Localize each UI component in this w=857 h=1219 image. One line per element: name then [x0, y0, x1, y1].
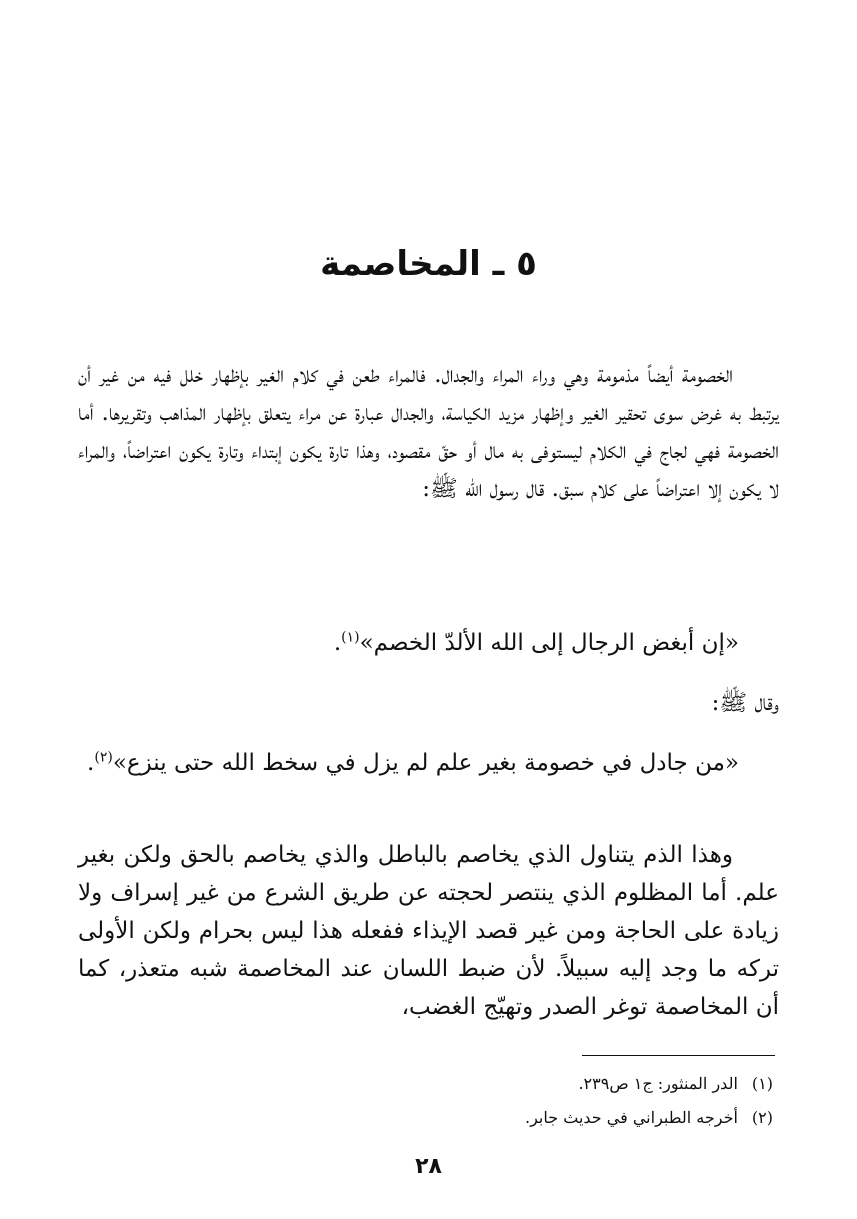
footnote-ref-2[interactable]: (٢): [94, 749, 113, 766]
hadith-quote-1: [78, 624, 739, 662]
footnote-2-text: أخرجه الطبراني في حديث جابر.: [525, 1108, 738, 1127]
paragraph-2: وهذا الذم يتناول الذي يخاصم بالباطل والذي يخاصم بالحق ولكن بغير علم. أما المظلوم الذي ينتصر لحجته عن طريق الشرع من غير إسراف ولا زيادة على الحاجة ومن غير قصد الإيذاء ففعله هذا ليس بحرام ولكن الأولى تركه ما وجد إليه سبيلاً. لأن ضبط اللسان عند المخاصمة شبه متعذر، كما أن المخاصمة توغر الصدر وتهيّج الغضب،: [78, 842, 779, 1020]
footnote-2-number: (٢): [751, 1108, 773, 1127]
footnote-1-text: الدر المنثور: ج١ ص٢٣٩.: [578, 1074, 738, 1093]
wa-qal-line: وقال ﷺ:: [711, 690, 779, 716]
footnote-1-number: (١): [751, 1074, 773, 1093]
paragraph-1: الخصومة أيضاً مذمومة وهي وراء المراء والجدال. فالمراء طعن في كلام الغير بإظهار خلل فيه من غير أن يرتبط به غرض سوى تحقير الغير وإظهار مزيد الكياسة، والجدال عبارة عن مراء يتعلق بإظهار المذاهب وتقريرها. أما الخصومة فهي لجاج في الكلام ليستوفى به مال أو حقّ مقصود، وهذا تارة يكون إبتداء وتارة يكون اعتراضاً، والمراء لا يكون إلا اعتراضاً على كلام سبق. قال رسول الله ﷺ:: [78, 362, 779, 502]
footnote-2: [78, 1106, 773, 1130]
chapter-title: ٥ ـ المخاصمة: [320, 244, 537, 284]
hadith-quote-1-text: «إن أبغض الرجال إلى الله الألدّ الخصم»: [359, 630, 739, 656]
footnote-divider: [582, 1055, 775, 1056]
footnote-ref-1[interactable]: (١): [341, 629, 360, 646]
hadith-quote-2-text: «من جادل في خصومة بغير علم لم يزل في سخط الله حتى ينزع»: [112, 750, 739, 776]
hadith-quote-2: [78, 744, 739, 782]
page-number: ٢٨: [415, 1154, 442, 1179]
footnote-1: [78, 1072, 773, 1096]
hadith-quote-2-end: .: [87, 750, 95, 776]
hadith-quote-1-end: .: [333, 630, 342, 656]
